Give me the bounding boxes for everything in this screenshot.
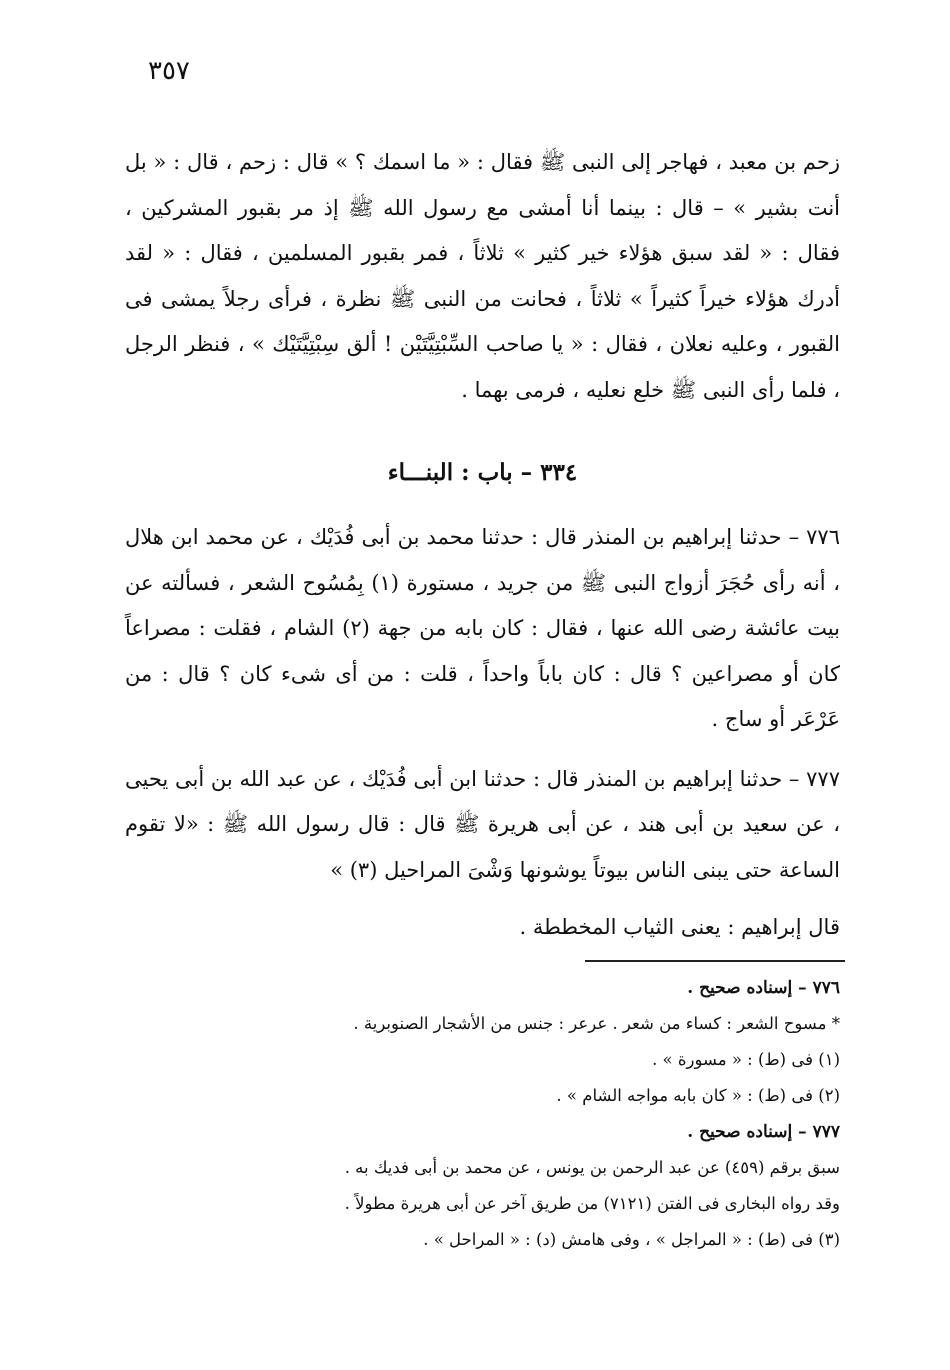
chapter-heading: ٣٣٤ – باب : البنـــاء [387, 459, 578, 486]
footnote-divider [585, 960, 845, 962]
footnote-776-gloss: * مسوح الشعر : كساء من شعر . عرعر : جنس من الأشجار الصنوبرية . [353, 1014, 840, 1033]
page-number: ٣٥٧ [148, 56, 190, 86]
intro-paragraph: زحم بن معبد ، فهاجر إلى النبى ﷺ فقال : « ما اسمك ؟ » قال : زحم ، قال : « بل أنت بشير » – قال : بينما أنا أمشى مع رسول الله ﷺ إذ مر بقبور المشركين ، فقال : « لقد سبق هؤلاء خير كثير » ثلاثاً ، فمر بقبور المسلمين ، فقال : « لقد أدرك هؤلاء خيراً كثيراً » ثلاثاً ، فحانت من النبى ﷺ نظرة ، فرأى رجلاً يمشى فى القبور ، وعليه نعلان ، فقال : « يا صاحب السِّبْتِيَّتَيْن ! ألق سِبْتِيَّتَيْك » ، فنظر الرجل ، فلما رأى النبى ﷺ خلع نعليه ، فرمى بهما . [125, 150, 840, 402]
hadith-776: ٧٧٦ – حدثنا إبراهيم بن المنذر قال : حدثنا محمد بن أبى فُدَيْك ، عن محمد ابن هلال ، أنه رأى حُجَرَ أزواج النبى ﷺ من جريد ، مستورة (١) بِمُسُوح الشعر ، فسألته عن بيت عائشة رضى الله عنها ، فقال : كان بابه من جهة (٢) الشام ، فقلت : مصراعاً كان أو مصراعين ؟ قال : كان باباً واحداً ، قلت : من أى شىء كان ؟ قال : من عَرْعَر أو ساج . [125, 525, 840, 731]
footnote-777-line1: سبق برقم (٤٥٩) عن عبد الرحمن بن يونس ، عن محمد بن أبى فديك به . [344, 1158, 840, 1177]
hadith-777: ٧٧٧ – حدثنا إبراهيم بن المنذر قال : حدثنا ابن أبى فُدَيْك ، عن عبد الله بن أبى يحيى ، عن سعيد بن أبى هند ، عن أبى هريرة ﷺ قال : قال رسول الله ﷺ : «لا تقوم الساعة حتى يبنى الناس بيوتاً يوشونها وَشْىَ المراحيل (٣) » [125, 766, 840, 882]
hadith-777-statement: قال إبراهيم : يعنى الثياب المخططة . [519, 915, 840, 939]
footnote-1: (١) فى (ط) : « مسورة » . [652, 1050, 840, 1069]
footnote-777-head: ٧٧٧ – إسناده صحيح . [687, 1122, 840, 1142]
footnote-776-head: ٧٧٦ – إسناده صحيح . [687, 978, 840, 998]
footnote-3: (٣) فى (ط) : « المراجل » ، وفى هامش (د) : « المراحل » . [423, 1230, 840, 1249]
main-text [125, 140, 840, 951]
footnote-777-line2: وقد رواه البخارى فى الفتن (٧١٢١) من طريق آخر عن أبى هريرة مطولاً . [344, 1194, 840, 1213]
footnote-2: (٢) فى (ط) : « كان بابه مواجه الشام » . [556, 1086, 840, 1105]
footnotes [125, 970, 840, 1258]
